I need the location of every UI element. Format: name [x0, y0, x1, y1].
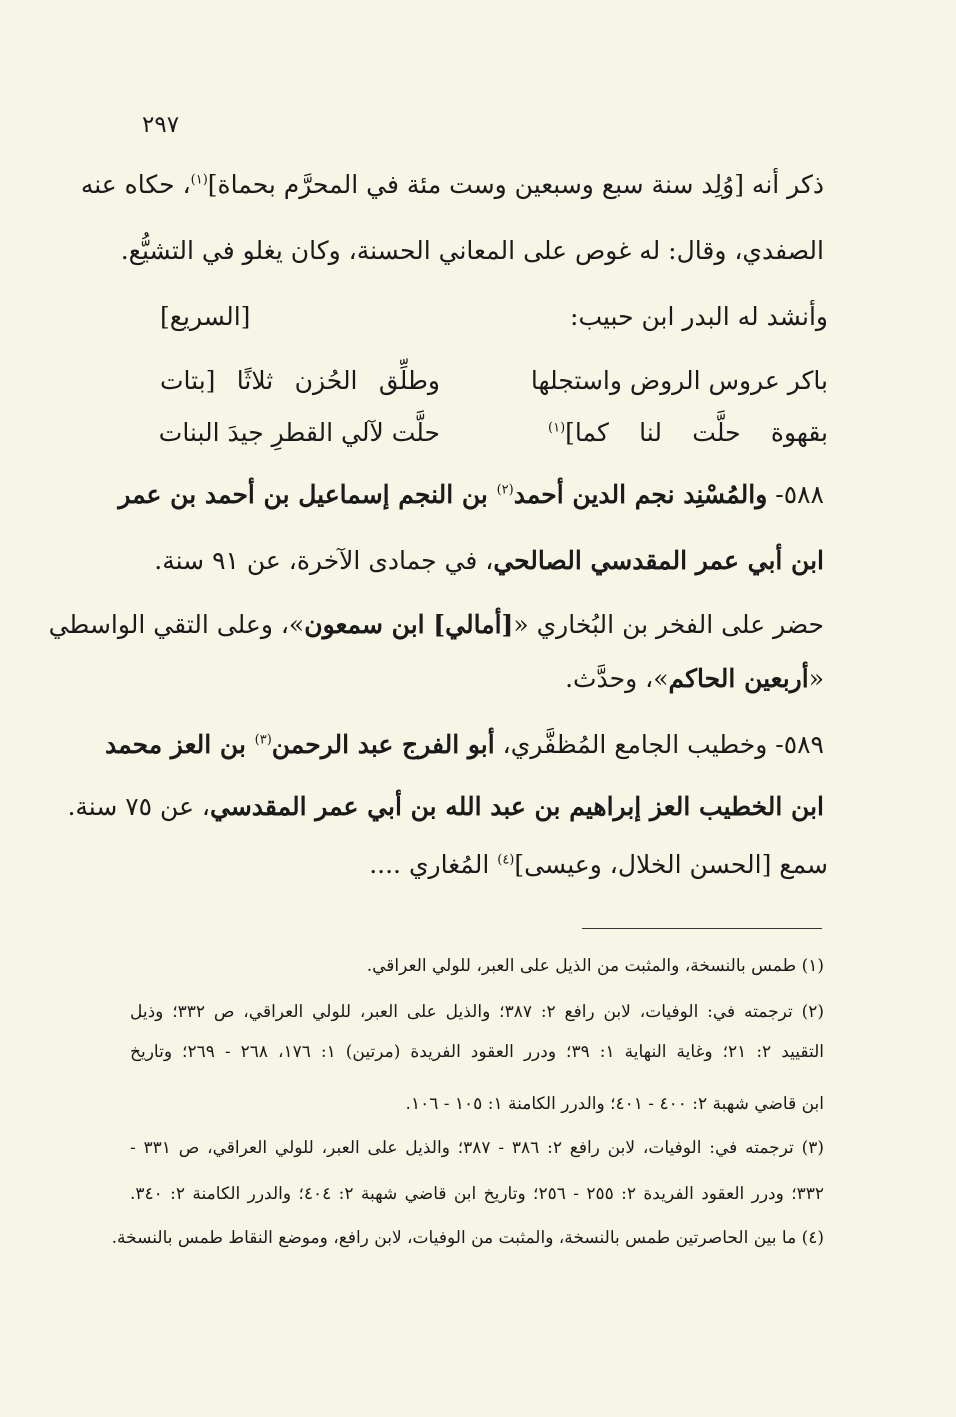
page-number: ٢٩٧	[142, 112, 180, 138]
footnote-ref: (٤)	[497, 852, 515, 868]
entry-589-line-3: سمع [الحسن الخلال، وعيسى]$^{(٤)}$ المُغاري ....	[369, 850, 828, 879]
entry-588-line-4: «أربعين الحاكم»، وحدَّث.	[565, 664, 824, 693]
footnote-1: (١) طمس بالنسخة، والمثبت من الذيل على العبر، للولي العراقي.	[366, 956, 824, 976]
footnote-4: (٤) ما بين الحاصرتين طمس بالنسخة، والمثبت من الوفيات، لابن رافع، وموضع النقاط طمس بالنسخة.	[111, 1228, 824, 1248]
entry-588-line-3: حضر على الفخر بن البُخاري «[أمالي] ابن سمعون»، وعلى التقي الواسطي	[48, 610, 824, 639]
entry-588-line-1: ٥٨٨- والمُسْنِد نجم الدين أحمد$^{(٢)}$ بن النجم إسماعيل بن أحمد بن عمر	[118, 480, 824, 509]
poem-meter: [السريع]	[160, 302, 251, 331]
footnote-separator	[582, 928, 822, 929]
verse-2-first-hemistich: بقهوة حلَّت لنا كما]$^{(١)}$	[548, 418, 828, 447]
body-line-1: ذكر أنه [وُلِد سنة سبع وسبعين وست مئة في المحرَّم بحماة]$^{(١)}$، حكاه عنه	[80, 170, 824, 199]
verse-1-second-hemistich: وطلِّق الحُزن ثلاثًا [بتات	[160, 366, 440, 395]
verse-1-first-hemistich: باكر عروس الروض واستجلها	[530, 366, 828, 395]
entry-589-line-1: ٥٨٩- وخطيب الجامع المُظفَّري، أبو الفرج عبد الرحمن$^{(٣)}$ بن العز محمد	[105, 730, 824, 759]
entry-589-line-2: ابن الخطيب العز إبراهيم بن عبد الله بن أبي عمر المقدسي، عن ٧٥ سنة.	[67, 792, 824, 821]
footnote-2-line-1: (٢) ترجمته في: الوفيات، لابن رافع ٢: ٣٨٧؛ والذيل على العبر، للولي العراقي، ص ٣٣٢؛ وذيل	[130, 1002, 824, 1022]
footnote-2-line-3: ابن قاضي شهبة ٢: ٤٠٠ - ٤٠١؛ والدرر الكامنة ١: ١٠٥ - ١٠٦.	[405, 1094, 824, 1114]
footnote-ref: (١)	[548, 420, 566, 436]
poem-intro: وأنشد له البدر ابن حبيب:	[570, 302, 828, 331]
footnote-ref: (١)	[190, 172, 208, 188]
footnote-ref: (٣)	[254, 732, 272, 748]
body-line-2: الصفدي، وقال: له غوص على المعاني الحسنة، وكان يغلو في التشيُّع.	[120, 236, 824, 265]
entry-588-line-2: ابن أبي عمر المقدسي الصالحي، في جمادى الآخرة، عن ٩١ سنة.	[154, 546, 824, 575]
verse-2-second-hemistich: حلَّت لآلي القطرِ جيدَ البنات	[158, 418, 440, 447]
footnote-ref: (٢)	[496, 482, 514, 498]
footnote-3-line-2: ٣٣٢؛ ودرر العقود الفريدة ٢: ٢٥٥ - ٢٥٦؛ وتاريخ ابن قاضي شهبة ٢: ٤٠٤؛ والدرر الكامنة ٢: ٣٤٠.	[130, 1184, 825, 1204]
footnote-2-line-2: التقييد ٢: ٢١؛ وغاية النهاية ١: ٣٩؛ ودرر العقود الفريدة (مرتين) ١: ١٧٦، ٢٦٨ - ٢٦٩؛ وتاريخ	[130, 1042, 825, 1062]
footnote-3-line-1: (٣) ترجمته في: الوفيات، لابن رافع ٢: ٣٨٦ - ٣٨٧؛ والذيل على العبر، للولي العراقي، ص ٣٣١ -	[130, 1138, 824, 1158]
